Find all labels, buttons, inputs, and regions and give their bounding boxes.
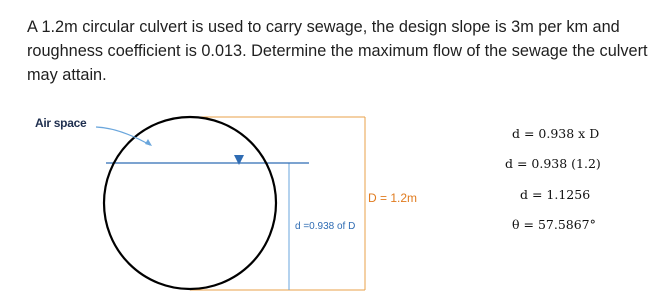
equation-line: d = 1.1256	[520, 187, 591, 202]
air-space-arrowhead-icon	[145, 139, 152, 146]
air-space-label: Air space	[35, 116, 87, 130]
equation-line: d = 0.938 (1.2)	[505, 156, 601, 171]
problem-statement: A 1.2m circular culvert is used to carry sewage, the design slope is 3m per km and roughness coefficient is 0.013. Determine the maximum flow of the sewage the culvert may attain.	[27, 18, 648, 84]
culvert-circle	[104, 117, 276, 289]
diameter-label: D = 1.2m	[368, 191, 418, 205]
air-space-arrow	[96, 127, 150, 145]
equation-line: θ = 57.5867°	[512, 217, 596, 232]
depth-label: d =0.938 of D	[295, 221, 356, 232]
equation-line: d = 0.938 x D	[512, 126, 600, 141]
